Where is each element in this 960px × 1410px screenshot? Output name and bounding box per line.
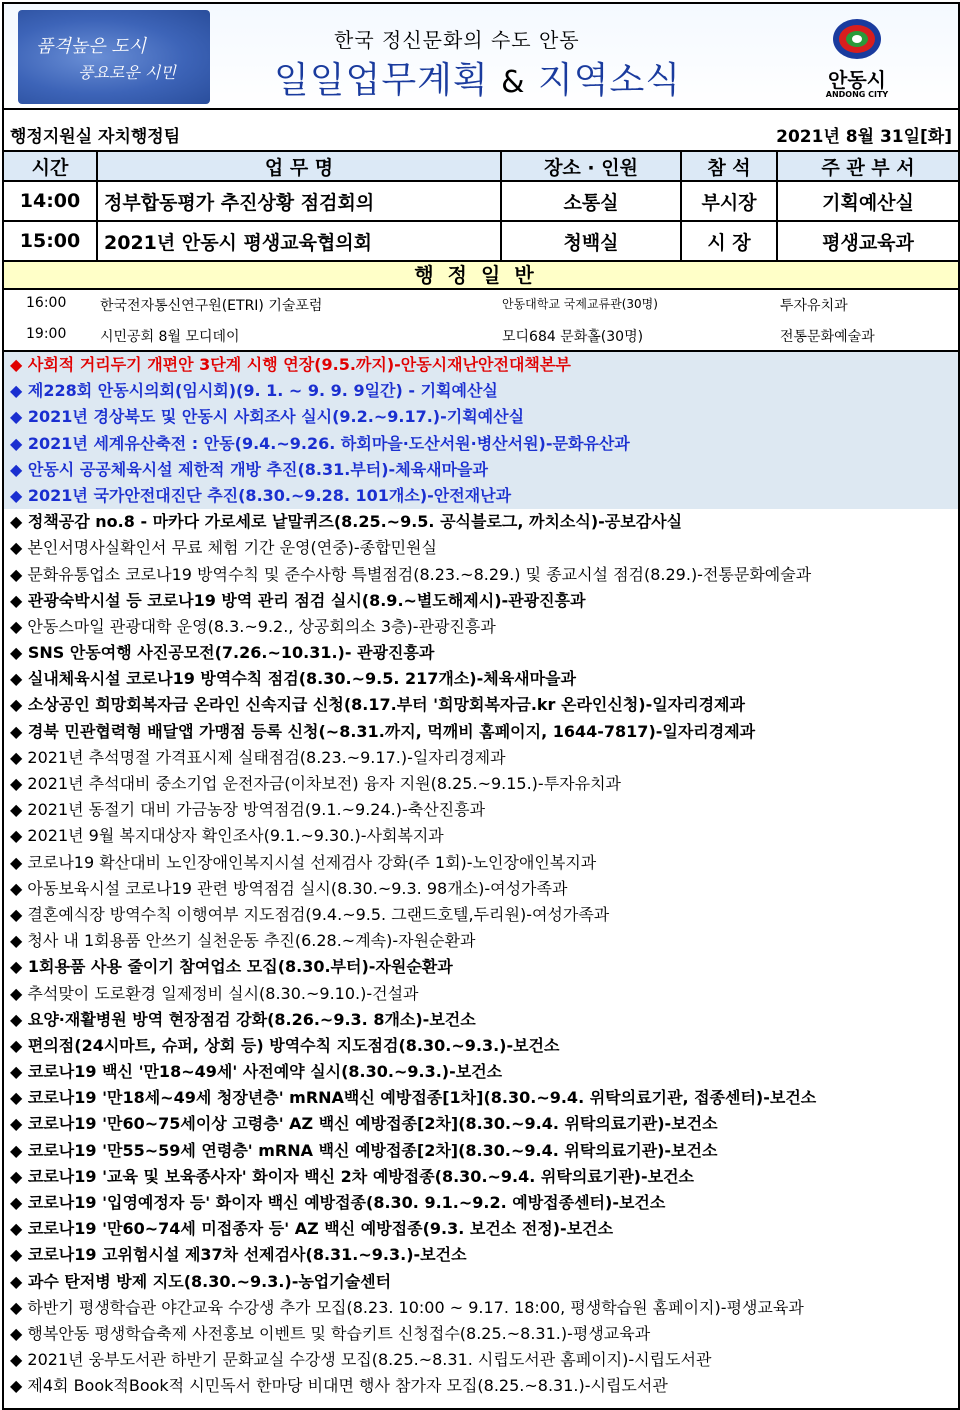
row-place: 소통실: [500, 182, 680, 220]
page-title: [274, 52, 681, 103]
bullet-diamond-icon: ◆: [10, 1245, 23, 1265]
bullet-diamond-icon: ◆: [10, 1271, 23, 1291]
slogan-badge: [18, 10, 210, 104]
notice-item: [4, 1321, 958, 1347]
notice-text: 정책공감 no.8 - 마카다 가로세로 낱말퀴즈(8.25.~9.5. 공식블로그, 까치소식)-공보감사실: [27, 512, 683, 532]
notice-item: [4, 928, 958, 954]
notice-text: 코로나19 '만60~75세이상 고령층' AZ 백신 예방접종[2차](8.30.~9.4. 위탁의료기관)-보건소: [27, 1114, 718, 1134]
notice-item: [4, 404, 958, 430]
notice-item: [4, 1347, 958, 1373]
general-time: 16:00: [26, 295, 67, 311]
header-attend: 참 석: [680, 152, 776, 180]
notice-text: 2021년 세계유산축전 : 안동(9.4.~9.26. 하회마을·도산서원·병산서원)-문화유산과: [27, 433, 630, 453]
notice-item: [4, 1007, 958, 1033]
bullet-diamond-icon: ◆: [10, 669, 23, 689]
bullet-diamond-icon: ◆: [10, 1166, 23, 1186]
notice-text: 경북 민관협력형 배달앱 가맹점 등록 신청(~8.31.까지, 먹깨비 홈페이지, 1644-7817)-일자리경제과: [27, 721, 756, 741]
city-logo: [792, 14, 922, 104]
bullet-diamond-icon: ◆: [10, 721, 23, 741]
notice-text: 코로나19 '교육 및 보육종사자' 화이자 백신 2차 예방접종(8.30.~9.4. 위탁의료기관)-보건소: [27, 1166, 694, 1186]
general-row: [4, 319, 958, 350]
bullet-diamond-icon: ◆: [10, 957, 23, 977]
bullet-diamond-icon: ◆: [10, 774, 23, 793]
slogan-line-2: 풍요로운 시민: [78, 63, 176, 82]
notice-text: 코로나19 확산대비 노인장애인복지시설 선제검사 강화(주 1회)-노인장애인복지과: [27, 852, 597, 872]
notice-text: 추석맞이 도로환경 일제정비 실시(8.30.~9.10.)-건설과: [27, 983, 419, 1003]
notice-item: [4, 535, 958, 561]
notice-item: [4, 457, 958, 483]
notice-item: [4, 1111, 958, 1137]
logo-city-name: 안동시: [828, 68, 886, 92]
row-task: 2021년 안동시 평생교육협의회: [96, 222, 500, 260]
notice-text: 청사 내 1회용품 안쓰기 실천운동 추진(6.28.~계속)-자원순환과: [27, 931, 476, 951]
notice-item: [4, 1190, 958, 1216]
notice-text: 과수 탄저병 방제 지도(8.30.~9.3.)-농업기술센터: [27, 1271, 392, 1291]
bullet-diamond-icon: ◆: [10, 826, 23, 846]
notice-item: [4, 1059, 958, 1085]
row-place: 청백실: [500, 222, 680, 260]
bullet-diamond-icon: ◆: [10, 616, 23, 636]
notice-item: [4, 1295, 958, 1321]
notice-text: 2021년 추석명절 가격표시제 실태점검(8.23.~9.17.)-일자리경제과: [27, 747, 506, 767]
date-label: 2021년 8월 31일[화]: [776, 127, 952, 147]
bullet-diamond-icon: ◆: [10, 459, 23, 479]
bullet-diamond-icon: ◆: [10, 1035, 23, 1055]
notice-text: 2021년 추석대비 중소기업 운전자금(이차보전) 융자 지원(8.25.~9.15.)-투자유치과: [27, 774, 621, 793]
bullet-diamond-icon: ◆: [10, 1323, 23, 1343]
row-dept: 기획예산실: [776, 182, 958, 220]
bullet-diamond-icon: ◆: [10, 538, 23, 558]
bullet-diamond-icon: ◆: [10, 590, 23, 610]
notice-item: [4, 692, 958, 718]
notice-text: 본인서명사실확인서 무료 체험 기간 운영(연중)-종합민원실: [27, 538, 437, 558]
notice-text: 2021년 국가안전대진단 추진(8.30.~9.28. 101개소)-안전재난과: [27, 485, 512, 505]
notice-item: [4, 902, 958, 928]
notice-item: [4, 666, 958, 692]
notice-text: 문화유통업소 코로나19 방역수칙 및 준수사항 특별점검(8.23.~8.29.) 및 종교시설 점검(8.29.)-전통문화예술과: [27, 564, 812, 584]
bullet-diamond-icon: ◆: [10, 1114, 23, 1134]
general-row: [4, 288, 958, 319]
bullet-diamond-icon: ◆: [10, 747, 23, 767]
row-attend: 부시장: [680, 182, 776, 220]
row-time: 15:00: [19, 230, 81, 252]
notice-item: [4, 588, 958, 614]
row-time: 14:00: [19, 190, 81, 212]
general-place: 안동대학교 국제교류관(30명): [502, 297, 658, 311]
general-section-title: 행정일반: [4, 260, 958, 290]
header-dept: 주 관 부 서: [776, 152, 958, 180]
bullet-diamond-icon: ◆: [10, 695, 23, 715]
notice-text: 코로나19 '만55~59세 연령층' mRNA 백신 예방접종[2차](8.30.~9.4. 위탁의료기관)-보건소: [27, 1140, 718, 1160]
general-list: [4, 288, 958, 350]
notice-item: [4, 1033, 958, 1059]
notice-text: 2021년 동절기 대비 가금농장 방역점검(9.1.~9.24.)-축산진흥과: [27, 800, 486, 820]
department-label: 행정지원실 자치행정팀: [10, 127, 181, 147]
table-row: [4, 220, 958, 260]
slogan-line-1: 품격높은 도시: [36, 36, 147, 57]
bullet-diamond-icon: ◆: [10, 1088, 23, 1108]
notice-item: [4, 719, 958, 745]
notice-text: 행복안동 평생학습축제 사전홍보 이벤트 및 학습키트 신청접수(8.25.~8.31.)-평생교육과: [27, 1323, 651, 1343]
notice-item: [4, 431, 958, 457]
header-place: 장소 · 인원: [500, 152, 680, 180]
general-time: 19:00: [26, 326, 67, 342]
notice-text: 코로나19 '만60~74세 미접종자 등' AZ 백신 예방접종(9.3. 보건소 전정)-보건소: [27, 1219, 614, 1239]
notice-text: 소상공인 희망회복자금 온라인 신속지급 신청(8.17.부터 '희망회복자금.kr 온라인신청)-일자리경제과: [27, 695, 745, 715]
bullet-diamond-icon: ◆: [10, 1009, 23, 1029]
notice-item: [4, 823, 958, 849]
bullet-diamond-icon: ◆: [10, 643, 23, 663]
notice-text: SNS 안동여행 사진공모전(7.26.~10.31.)- 관광진흥과: [27, 643, 435, 663]
bullet-diamond-icon: ◆: [10, 800, 23, 820]
notice-text: 하반기 평생학습관 야간교육 수강생 추가 모집(8.23. 10:00 ~ 9.17. 18:00, 평생학습원 홈페이지)-평생교육과: [27, 1297, 804, 1317]
general-dept: 투자유치과: [780, 298, 848, 314]
general-task: 한국전자통신연구원(ETRI) 기술포럼: [100, 298, 323, 314]
notice-text: 편의점(24시마트, 슈퍼, 상회 등) 방역수칙 지도점검(8.30.~9.3.)-보건소: [27, 1035, 560, 1055]
notice-item: [4, 483, 958, 509]
bullet-diamond-icon: ◆: [10, 1062, 23, 1082]
bullet-diamond-icon: ◆: [10, 512, 23, 532]
notice-item: [4, 771, 958, 797]
row-task: 정부합동평가 추진상황 점검회의: [96, 182, 500, 220]
notice-item: [4, 1085, 958, 1111]
bullet-diamond-icon: ◆: [10, 1376, 23, 1396]
table-header-row: [4, 150, 958, 180]
row-attend: 시 장: [680, 222, 776, 260]
bullet-diamond-icon: ◆: [10, 433, 23, 453]
header-banner: [4, 4, 958, 110]
general-dept: 전통문화예술과: [780, 329, 875, 345]
bullet-diamond-icon: ◆: [10, 878, 23, 898]
notice-item: [4, 745, 958, 771]
notice-item: [4, 981, 958, 1007]
bullet-diamond-icon: ◆: [10, 1193, 23, 1212]
schedule-table: [4, 150, 958, 260]
notice-text: 코로나19 고위험시설 제37차 선제검사(8.31.~9.3.)-보건소: [27, 1245, 467, 1265]
notice-text: 2021년 9월 복지대상자 확인조사(9.1.~9.30.)-사회복지과: [27, 826, 444, 846]
bullet-diamond-icon: ◆: [10, 852, 23, 872]
bullet-diamond-icon: ◆: [10, 1350, 23, 1370]
notice-text: 사회적 거리두기 개편안 3단계 시행 연장(9.5.까지)-안동시재난안전대책본부: [27, 355, 571, 374]
bullet-diamond-icon: ◆: [10, 407, 23, 427]
bullet-diamond-icon: ◆: [10, 1219, 23, 1239]
notice-item: [4, 876, 958, 902]
notice-text: 제4회 Book적Book적 시민독서 한마당 비대면 행사 참가자 모집(8.25.~8.31.)-시립도서관: [27, 1376, 668, 1396]
bullet-diamond-icon: ◆: [10, 381, 23, 401]
notice-text: 안동시 공공체육시설 제한적 개방 추진(8.31.부터)-체육새마을과: [27, 459, 488, 479]
notice-list: [4, 350, 958, 1400]
notice-text: 코로나19 '입영예정자 등' 화이자 백신 예방접종(8.30. 9.1.~9.2. 예방접종센터)-보건소: [27, 1193, 666, 1212]
notice-item: [4, 378, 958, 404]
title-part-1: 일일업무계획: [274, 60, 489, 101]
notice-text: 요양·재활병원 방역 현장점검 강화(8.26.~9.3. 8개소)-보건소: [27, 1009, 476, 1029]
notice-item: [4, 1216, 958, 1242]
bullet-diamond-icon: ◆: [10, 1297, 23, 1317]
notice-item: [4, 797, 958, 823]
row-dept: 평생교육과: [776, 222, 958, 260]
bullet-diamond-icon: ◆: [10, 564, 23, 584]
header-time: 시간: [31, 156, 69, 179]
notice-item: [4, 1269, 958, 1295]
notice-text: 코로나19 '만18세~49세 청장년층' mRNA백신 예방접종[1차](8.30.~9.4. 위탁의료기관, 접종센터)-보건소: [27, 1088, 817, 1108]
bullet-diamond-icon: ◆: [10, 1140, 23, 1160]
notice-text: 2021년 웅부도서관 하반기 문화교실 수강생 모집(8.25.~8.31. 시립도서관 홈페이지)-시립도서관: [27, 1350, 712, 1370]
notice-item: [4, 352, 958, 378]
notice-item: [4, 1242, 958, 1268]
notice-text: 안동스마일 관광대학 운영(8.3.~9.2., 상공회의소 3층)-관광진흥과: [27, 616, 496, 636]
notice-text: 1회용품 사용 줄이기 참여업소 모집(8.30.부터)-자원순환과: [27, 957, 453, 977]
logo-city-english: ANDONG CITY: [825, 90, 889, 99]
notice-text: 2021년 경상북도 및 안동시 사회조사 실시(9.2.~9.17.)-기획예산실: [27, 407, 525, 427]
notice-text: 실내체육시설 코로나19 방역수칙 점검(8.30.~9.5. 217개소)-체육새마을과: [27, 669, 576, 689]
notice-item: [4, 954, 958, 980]
header-subtitle: 한국 정신문화의 수도 안동: [334, 28, 580, 52]
notice-text: 코로나19 백신 '만18~49세' 사전예약 실시(8.30.~9.3.)-보건소: [27, 1062, 503, 1082]
header-task: 업 무 명: [96, 152, 500, 180]
document-frame: [2, 2, 960, 1410]
city-emblem-icon: [792, 14, 922, 64]
notice-item: [4, 1373, 958, 1399]
notice-item: [4, 1138, 958, 1164]
notice-item: [4, 640, 958, 666]
bullet-diamond-icon: ◆: [10, 355, 23, 374]
table-row: [4, 180, 958, 220]
general-place: 모디684 문화홀(30명): [502, 329, 644, 345]
title-ampersand: &: [501, 65, 526, 100]
bullet-diamond-icon: ◆: [10, 904, 23, 924]
notice-text: 제228회 안동시의회(임시회)(9. 1. ~ 9. 9. 9일간) - 기획예산실: [27, 381, 498, 401]
general-task: 시민공회 8월 모디데이: [100, 329, 240, 345]
notice-item: [4, 614, 958, 640]
notice-item: [4, 562, 958, 588]
notice-text: 아동보육시설 코로나19 관련 방역점검 실시(8.30.~9.3. 98개소)-여성가족과: [27, 878, 568, 898]
bullet-diamond-icon: ◆: [10, 983, 23, 1003]
bullet-diamond-icon: ◆: [10, 485, 23, 505]
notice-text: 결혼예식장 방역수칙 이행여부 지도점검(9.4.~9.5. 그랜드호텔,두리원)-여성가족과: [27, 904, 610, 924]
title-part-2: 지역소식: [537, 60, 682, 101]
notice-item: [4, 850, 958, 876]
notice-item: [4, 509, 958, 535]
info-bar: [4, 110, 958, 150]
notice-text: 관광숙박시설 등 코로나19 방역 관리 점검 실시(8.9.~별도해제시)-관광진흥과: [27, 590, 586, 610]
bullet-diamond-icon: ◆: [10, 931, 23, 951]
notice-item: [4, 1164, 958, 1190]
